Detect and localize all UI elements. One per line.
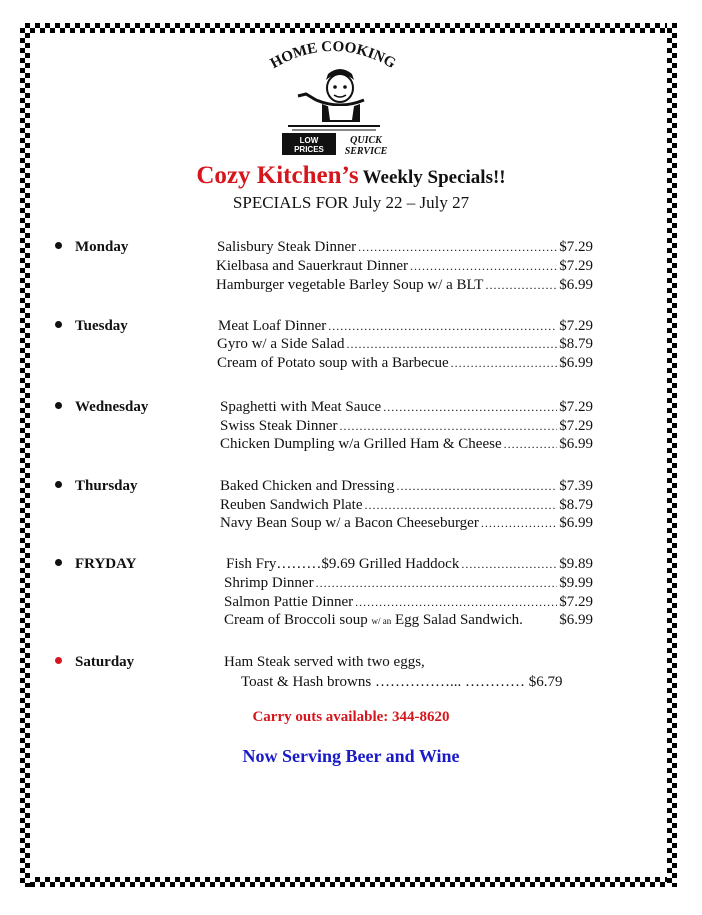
logo-low-prices: LOW [299, 136, 319, 145]
bullet-icon [55, 559, 62, 566]
day-fryday: FRYDAY [55, 556, 136, 573]
menu-item: Salmon Pattie Dinner ..... $7.29 [224, 594, 593, 611]
menu-item: Navy Bean Soup w/ a Bacon Cheeseburger ..... $6.99 [220, 515, 593, 532]
day-monday: Monday [55, 239, 128, 256]
menu-item: Hamburger vegetable Barley Soup w/ a BLT ..... $6.99 [216, 277, 593, 294]
svg-text:PRICES: PRICES [294, 145, 324, 154]
logo-top-text: HOME COOKING [268, 38, 398, 72]
day-wednesday: Wednesday [55, 399, 148, 416]
menu-item: Meat Loaf Dinner ..... $7.29 [218, 318, 593, 335]
restaurant-name: Cozy Kitchen’s [196, 162, 359, 189]
menu-item: Baked Chicken and Dressing ..... $7.39 [220, 478, 593, 495]
menu-item: Gyro w/ a Side Salad ..... $8.79 [217, 336, 593, 353]
weekly-specials-heading: Weekly Specials!! [362, 167, 506, 188]
date-range: SPECIALS FOR July 22 – July 27 [232, 193, 470, 212]
menu-item: Spaghetti with Meat Sauce ..... $7.29 [220, 399, 593, 416]
menu-item: Kielbasa and Sauerkraut Dinner ..... $7.29 [216, 258, 593, 275]
home-cooking-logo [268, 38, 398, 158]
bullet-icon [55, 481, 62, 488]
day-thursday: Thursday [55, 478, 138, 495]
svg-text:HOME COOKING [268, 39, 398, 72]
svg-text:SERVICE: SERVICE [344, 146, 388, 157]
menu-item-line2: Toast & Hash browns ……………... ………… $6.79 [241, 674, 563, 690]
menu-item: Reuben Sandwich Plate ..... $8.79 [220, 497, 593, 514]
logo-quick: QUICK [350, 135, 382, 146]
day-tuesday: Tuesday [55, 318, 128, 335]
menu-item: Fish Fry………$9.69 Grilled Haddock ..... $9.89 [226, 556, 593, 573]
bullet-icon [55, 321, 62, 328]
checkered-border-top [20, 23, 677, 33]
menu-item: Salisbury Steak Dinner ..... $7.29 [217, 239, 593, 256]
menu-item: Cream of Potato soup with a Barbecue ..... $6.99 [217, 355, 593, 372]
day-saturday: Saturday [55, 654, 134, 671]
menu-item-line1: Ham Steak served with two eggs, [224, 654, 425, 670]
menu-item: Chicken Dumpling w/a Grilled Ham & Cheese ..... $6.99 [220, 436, 593, 453]
bullet-icon [55, 402, 62, 409]
menu-item: Swiss Steak Dinner ..... $7.29 [220, 418, 593, 435]
menu-item: Shrimp Dinner ..... $9.99 [224, 575, 593, 592]
menu-title [0, 162, 702, 190]
bullet-icon [55, 242, 62, 249]
bullet-icon [55, 657, 62, 664]
menu-item: Cream of Broccoli soup w/ an Egg Salad Sandwich. $6.99 [224, 612, 593, 628]
checkered-border-bottom [20, 877, 677, 887]
beer-and-wine-note: Now Serving Beer and Wine [242, 746, 460, 766]
carry-outs-phone: Carry outs available: 344-8620 [252, 709, 450, 725]
